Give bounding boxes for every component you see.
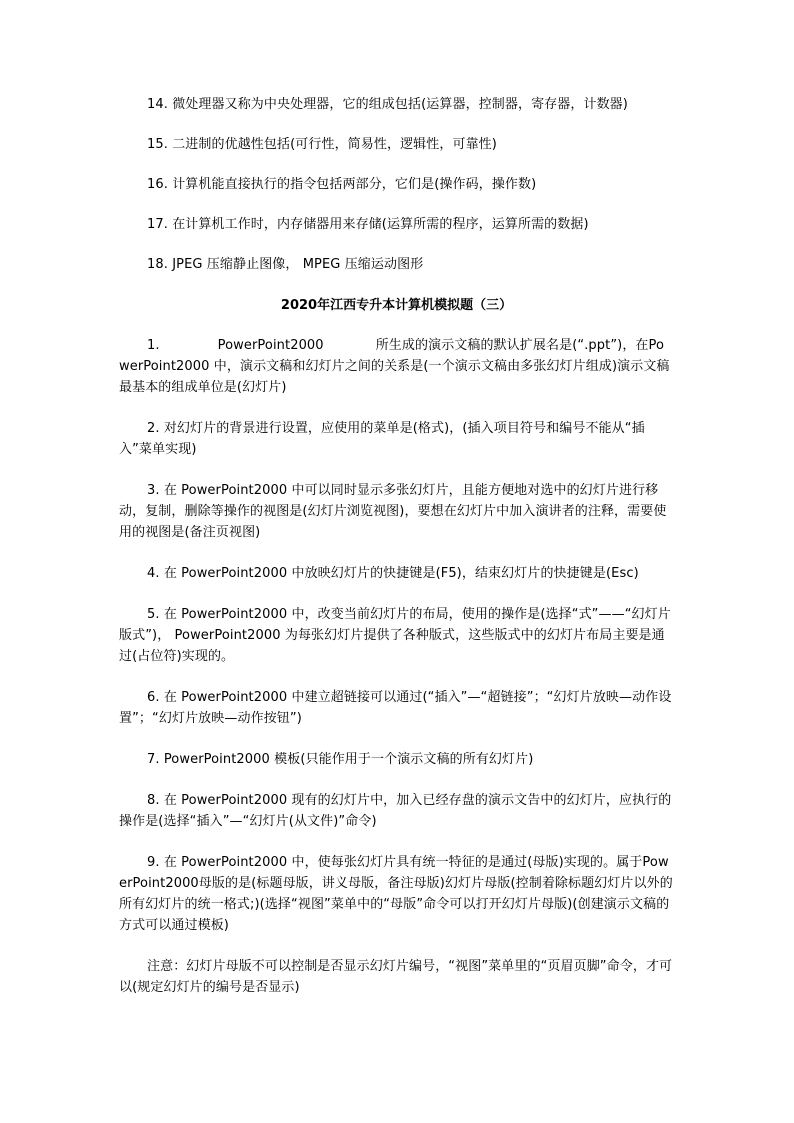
- section-title: 2020年江西专升本计算机模拟题（三）: [280, 298, 513, 313]
- item-18: 18. JPEG 压缩静止图像， MPEG 压缩运动图形: [147, 257, 424, 272]
- document-body: [119, 94, 674, 998]
- item-15: 15. 二进制的优越性包括(可行性，简易性，逻辑性，可靠性): [147, 137, 497, 152]
- item-14: 14. 微处理器又称为中央处理器，它的组成包括(运算器，控制器，寄存器，计数器): [147, 97, 628, 112]
- question-1-text: 所生成的演示文稿的默认扩展名是(“.ppt”)，在PowerPoint2000 中，演示文稿和幻灯片之间的关系是(一个演示文稿由多张幻灯片组成)演示文稿最基本的组成单位是(幻灯片): [119, 338, 670, 395]
- question-4: 4. 在 PowerPoint2000 中放映幻灯片的快捷键是(F5)，结束幻灯片的快捷键是(Esc): [147, 566, 639, 581]
- question-7: 7. PowerPoint2000 模板(只能作用于一个演示文稿的所有幻灯片): [147, 752, 534, 767]
- question-5: 5. 在 PowerPoint2000 中，改变当前幻灯片的布局，使用的操作是(选择“式”——“幻灯片版式”)， PowerPoint2000 为每张幻灯片提供了各种版式，这些版式中的幻灯片布局主要是通过(占位符)实现的。: [119, 607, 671, 664]
- item-16: 16. 计算机能直接执行的指令包括两部分，它们是(操作码，操作数): [147, 177, 537, 192]
- note-paragraph: 注意：幻灯片母版不可以控制是否显示幻灯片编号，“视图”菜单里的“页眉页脚”命令，才可以(规定幻灯片的编号是否显示): [119, 959, 673, 995]
- question-6: 6. 在 PowerPoint2000 中建立超链接可以通过(“插入”—“超链接”；“幻灯片放映—动作设置”；“幻灯片放映—动作按钮”): [119, 690, 672, 726]
- item-17: 17. 在计算机工作时，内存储器用来存储(运算所需的程序，运算所需的数据): [147, 217, 589, 232]
- question-2: 2. 对幻灯片的背景进行设置，应使用的菜单是(格式)，(插入项目符号和编号不能从“插入”菜单实现): [119, 421, 645, 457]
- question-8: 8. 在 PowerPoint2000 现有的幻灯片中，加入已经存盘的演示文告中的幻灯片，应执行的操作是(选择“插入”—“幻灯片(从文件)”命令): [119, 793, 672, 829]
- question-3: 3. 在 PowerPoint2000 中可以同时显示多张幻灯片，且能方便地对选中的幻灯片进行移动，复制，删除等操作的视图是(幻灯片浏览视图)，要想在幻灯片中加入演讲者的注释，需要使用的视图是(备注页视图): [119, 483, 667, 540]
- question-1-number: 1.: [147, 338, 160, 353]
- question-1: [119, 335, 674, 398]
- question-1-app: PowerPoint2000: [217, 338, 324, 353]
- question-9: 9. 在 PowerPoint2000 中，使每张幻灯片具有统一特征的是通过(母版)实现的。属于PowerPoint2000母版的是(标题母版，讲义母版，备注母版)幻灯片母版(控制着除标题幻灯片以外的所有幻灯片的统一格式;)(选择“视图”菜单中的“母版”命令可以打开幻灯片母版)(创建演示文稿的方式可以通过模板): [119, 855, 673, 933]
